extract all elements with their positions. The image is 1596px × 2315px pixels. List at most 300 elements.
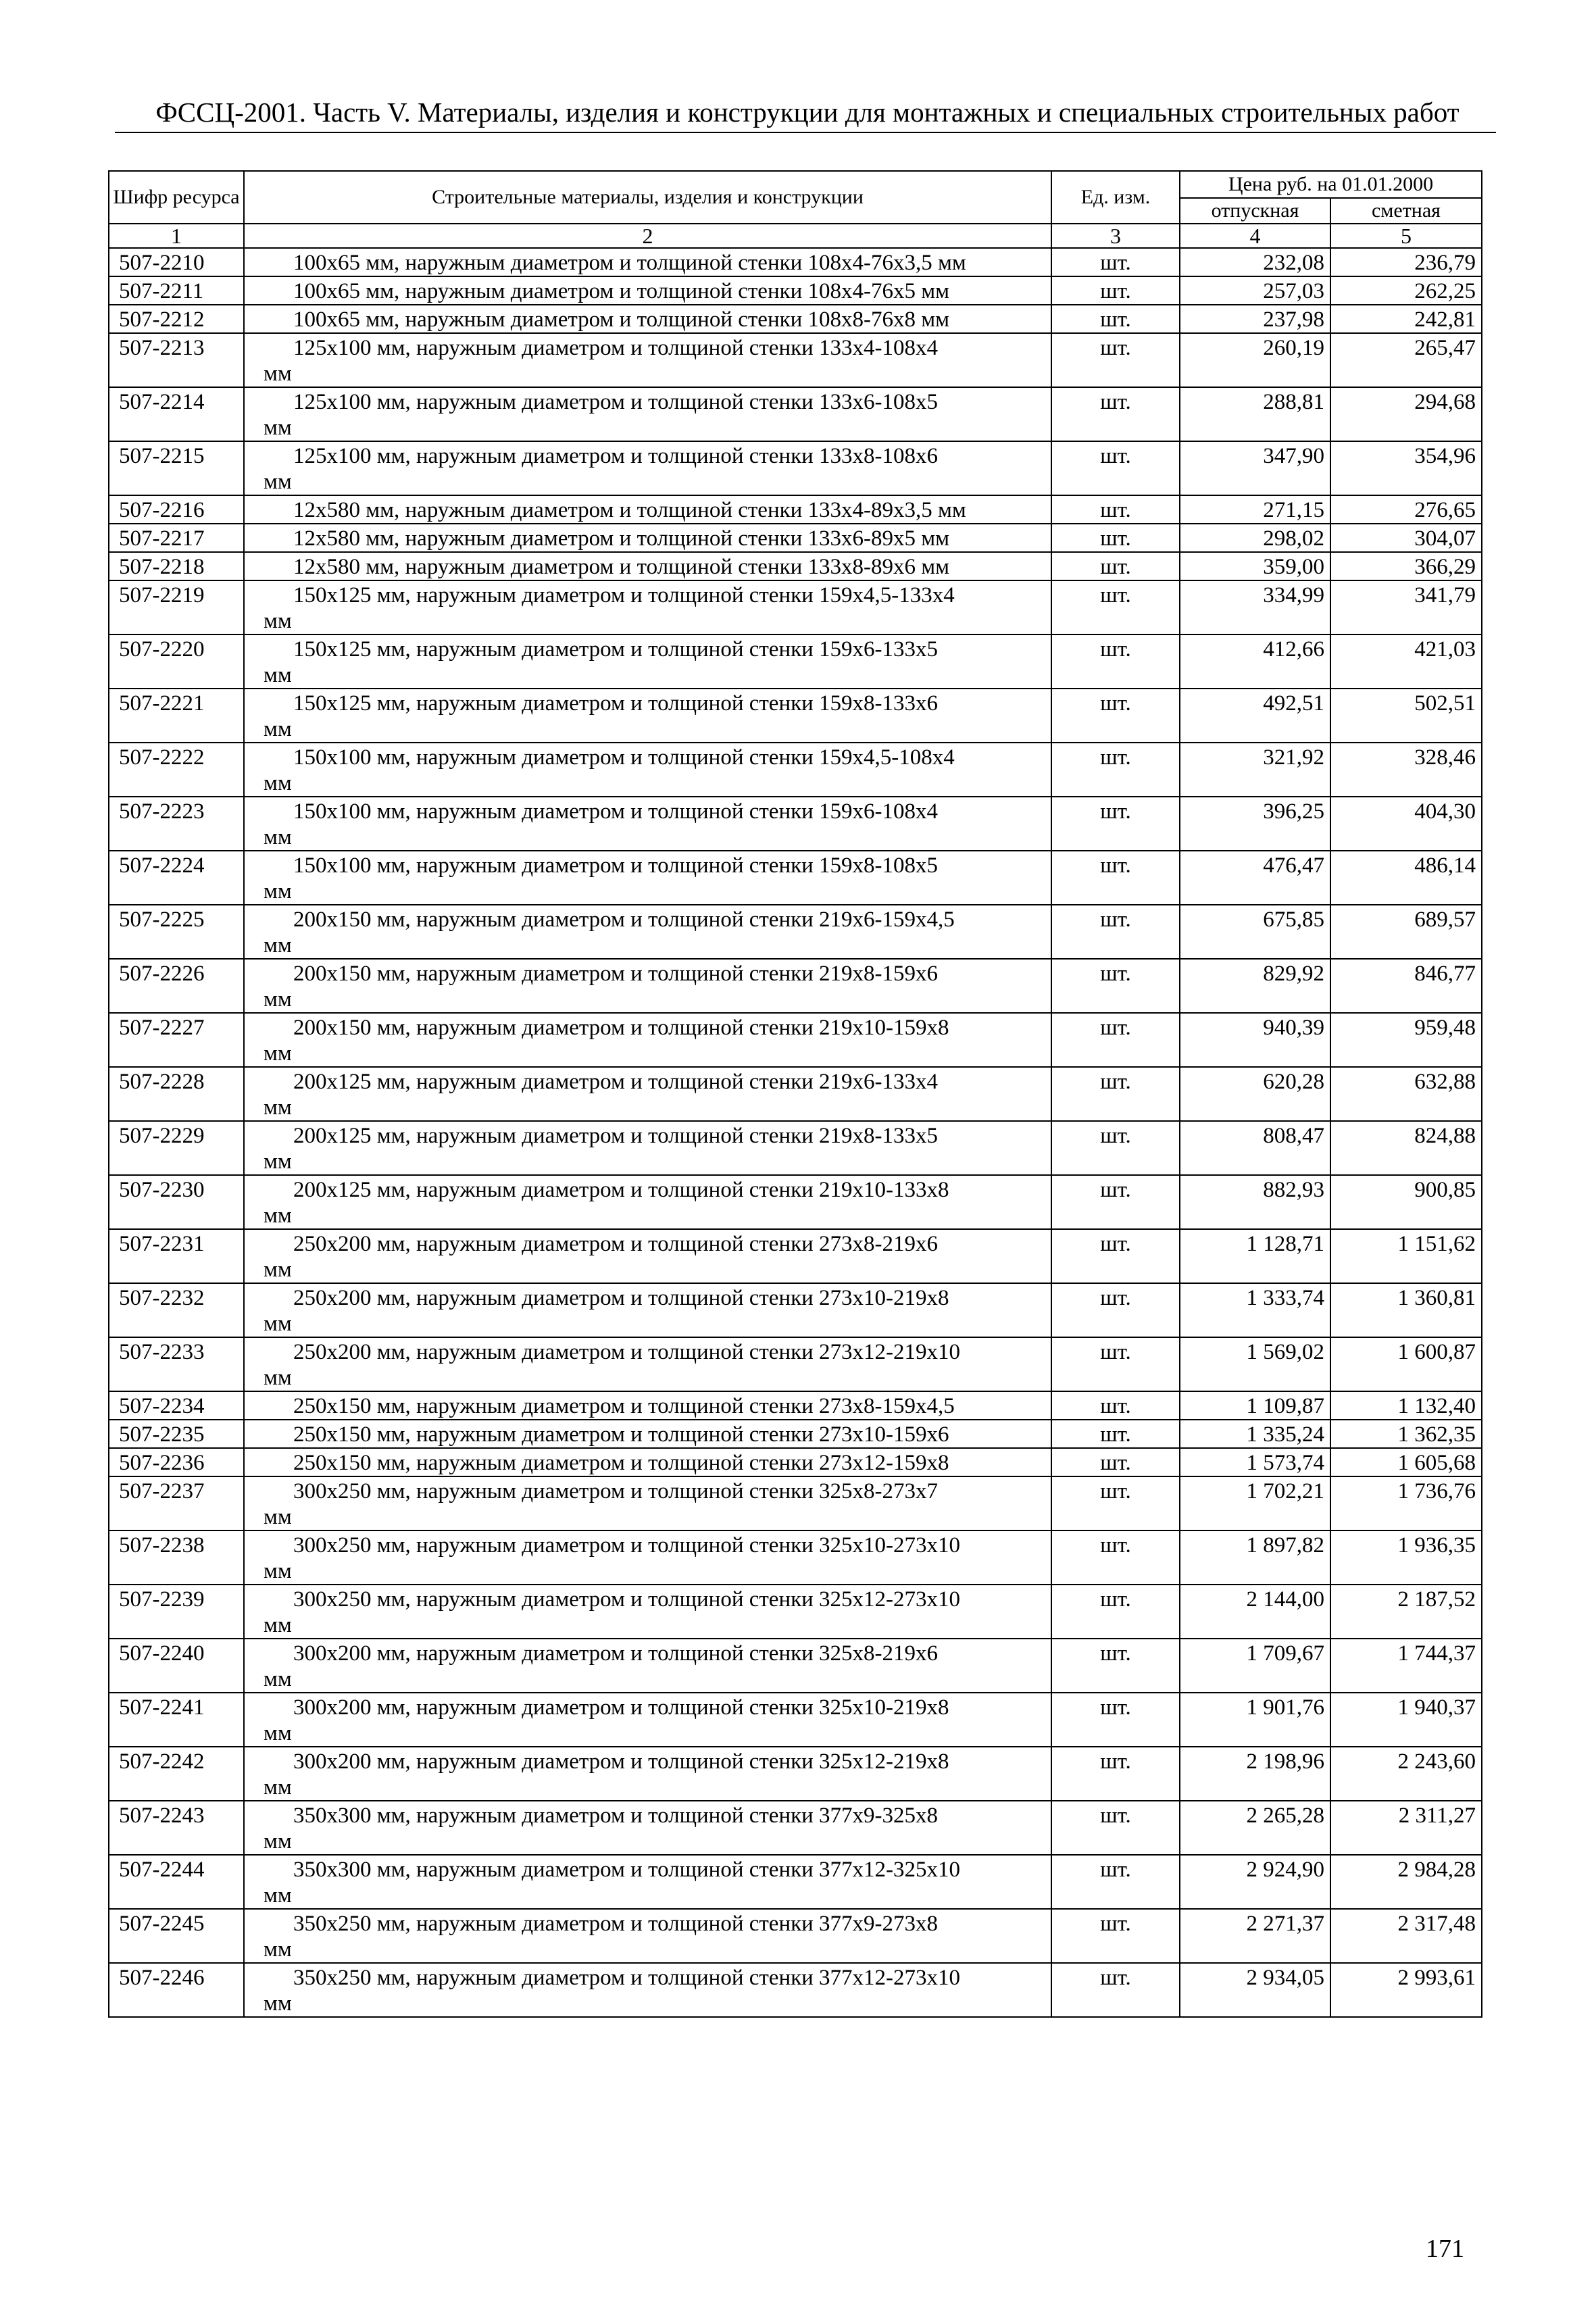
description-text: 12x580 мм, наружным диаметром и толщиной стенки 133x8-89x6 мм [293, 555, 950, 579]
release-price: 1 901,76 [1180, 1693, 1330, 1747]
description-text: 150x100 мм, наружным диаметром и толщиной стенки 159x4,5-108x4 [293, 745, 955, 770]
unit-cell: шт. [1051, 1693, 1180, 1747]
estimate-price: 1 132,40 [1330, 1391, 1482, 1420]
material-description [244, 1693, 1051, 1747]
estimate-price: 502,51 [1330, 689, 1482, 743]
material-description [244, 387, 1051, 441]
description-unit-wrap: мм [264, 470, 292, 494]
table-row [109, 1747, 1482, 1801]
resource-code: 507-2245 [109, 1909, 244, 1963]
resource-code: 507-2246 [109, 1963, 244, 2017]
material-description [244, 743, 1051, 797]
resource-code: 507-2222 [109, 743, 244, 797]
description-text: 200x125 мм, наружным диаметром и толщиной стенки 219x8-133x5 [293, 1124, 939, 1148]
description-text: 250x150 мм, наружным диаметром и толщиной стенки 273x8-159x4,5 [293, 1394, 955, 1418]
estimate-price: 2 311,27 [1330, 1801, 1482, 1855]
material-description [244, 552, 1051, 580]
resource-code: 507-2228 [109, 1067, 244, 1121]
description-text: 300x250 мм, наружным диаметром и толщиной стенки 325x10-273x10 [293, 1533, 961, 1558]
release-price: 1 109,87 [1180, 1391, 1330, 1420]
release-price: 347,90 [1180, 441, 1330, 495]
unit-cell: шт. [1051, 524, 1180, 552]
table-row [109, 1283, 1482, 1337]
unit-cell: шт. [1051, 1909, 1180, 1963]
unit-cell: шт. [1051, 1585, 1180, 1639]
resource-code: 507-2227 [109, 1013, 244, 1067]
release-price: 298,02 [1180, 524, 1330, 552]
description-unit-wrap: мм [264, 1312, 292, 1336]
material-description [244, 1909, 1051, 1963]
material-description [244, 1963, 1051, 2017]
material-description [244, 524, 1051, 552]
page-number: 171 [1426, 2235, 1464, 2263]
resource-code: 507-2230 [109, 1175, 244, 1229]
resource-code: 507-2244 [109, 1855, 244, 1909]
column-number-row [109, 224, 1482, 248]
table-row [109, 305, 1482, 333]
description-unit-wrap: мм [264, 1829, 292, 1853]
description-unit-wrap: мм [264, 1937, 292, 1962]
table-row [109, 580, 1482, 634]
description-text: 200x125 мм, наружным диаметром и толщиной стенки 219x6-133x4 [293, 1070, 939, 1094]
description-text: 300x200 мм, наружным диаметром и толщиной стенки 325x8-219x6 [293, 1641, 939, 1666]
estimate-price: 2 993,61 [1330, 1963, 1482, 2017]
material-description [244, 1855, 1051, 1909]
column-number: 3 [1051, 224, 1180, 248]
table-row [109, 1963, 1482, 2017]
description-unit-wrap: мм [264, 362, 292, 386]
description-text: 125x100 мм, наружным диаметром и толщиной стенки 133x4-108x4 [293, 336, 939, 360]
estimate-price: 1 940,37 [1330, 1693, 1482, 1747]
resource-code: 507-2215 [109, 441, 244, 495]
description-text: 150x125 мм, наружным диаметром и толщиной стенки 159x4,5-133x4 [293, 583, 955, 607]
unit-cell: шт. [1051, 1420, 1180, 1448]
description-text: 125x100 мм, наружным диаметром и толщиной стенки 133x6-108x5 [293, 390, 939, 414]
description-unit-wrap: мм [264, 663, 292, 687]
table-row [109, 851, 1482, 905]
release-price: 257,03 [1180, 276, 1330, 305]
release-price: 882,93 [1180, 1175, 1330, 1229]
description-text: 100x65 мм, наружным диаметром и толщиной стенки 108x8-76x8 мм [293, 307, 950, 332]
release-price: 940,39 [1180, 1013, 1330, 1067]
table-row [109, 1175, 1482, 1229]
col-header-name: Строительные материалы, изделия и конструкции [244, 171, 1051, 224]
unit-cell: шт. [1051, 1229, 1180, 1283]
material-description [244, 1175, 1051, 1229]
table-row [109, 441, 1482, 495]
description-unit-wrap: мм [264, 825, 292, 849]
material-description [244, 305, 1051, 333]
material-description [244, 797, 1051, 851]
resource-code: 507-2217 [109, 524, 244, 552]
estimate-price: 689,57 [1330, 905, 1482, 959]
unit-cell: шт. [1051, 1337, 1180, 1391]
material-description [244, 905, 1051, 959]
release-price: 829,92 [1180, 959, 1330, 1013]
resource-code: 507-2233 [109, 1337, 244, 1391]
resource-code: 507-2235 [109, 1420, 244, 1448]
table-row [109, 524, 1482, 552]
material-description [244, 1121, 1051, 1175]
release-price: 1 569,02 [1180, 1337, 1330, 1391]
table-row [109, 634, 1482, 689]
estimate-price: 486,14 [1330, 851, 1482, 905]
unit-cell: шт. [1051, 1963, 1180, 2017]
unit-cell: шт. [1051, 1448, 1180, 1476]
table-row [109, 276, 1482, 305]
material-description [244, 495, 1051, 524]
unit-cell: шт. [1051, 276, 1180, 305]
description-text: 350x300 мм, наружным диаметром и толщиной стенки 377x12-325x10 [293, 1858, 961, 1882]
estimate-price: 824,88 [1330, 1121, 1482, 1175]
col-header-price-group: Цена руб. на 01.01.2000 [1180, 171, 1482, 198]
resource-code: 507-2231 [109, 1229, 244, 1283]
col-header-code: Шифр ресурса [109, 171, 244, 224]
resource-code: 507-2237 [109, 1476, 244, 1530]
estimate-price: 304,07 [1330, 524, 1482, 552]
unit-cell: шт. [1051, 1391, 1180, 1420]
release-price: 359,00 [1180, 552, 1330, 580]
table-row [109, 1585, 1482, 1639]
material-description [244, 634, 1051, 689]
description-unit-wrap: мм [264, 1505, 292, 1529]
resource-code: 507-2224 [109, 851, 244, 905]
description-unit-wrap: мм [264, 1721, 292, 1745]
description-text: 150x125 мм, наружным диаметром и толщиной стенки 159x6-133x5 [293, 637, 939, 662]
material-description [244, 851, 1051, 905]
material-description [244, 1639, 1051, 1693]
table-row [109, 959, 1482, 1013]
resource-code: 507-2219 [109, 580, 244, 634]
resource-code: 507-2218 [109, 552, 244, 580]
description-unit-wrap: мм [264, 933, 292, 957]
estimate-price: 2 317,48 [1330, 1909, 1482, 1963]
table-row [109, 1067, 1482, 1121]
unit-cell: шт. [1051, 1121, 1180, 1175]
description-text: 125x100 мм, наружным диаметром и толщиной стенки 133x8-108x6 [293, 444, 939, 468]
price-table-container [108, 170, 1481, 2018]
estimate-price: 242,81 [1330, 305, 1482, 333]
description-text: 250x200 мм, наружным диаметром и толщиной стенки 273x12-219x10 [293, 1340, 961, 1364]
release-price: 1 709,67 [1180, 1639, 1330, 1693]
description-text: 250x150 мм, наружным диаметром и толщиной стенки 273x12-159x8 [293, 1451, 949, 1475]
description-text: 300x200 мм, наружным диаметром и толщиной стенки 325x10-219x8 [293, 1695, 949, 1720]
resource-code: 507-2236 [109, 1448, 244, 1476]
resource-code: 507-2210 [109, 248, 244, 276]
table-row [109, 248, 1482, 276]
unit-cell: шт. [1051, 1855, 1180, 1909]
material-description [244, 689, 1051, 743]
material-description [244, 1283, 1051, 1337]
description-unit-wrap: мм [264, 1203, 292, 1228]
column-number: 5 [1330, 224, 1482, 248]
release-price: 396,25 [1180, 797, 1330, 851]
release-price: 675,85 [1180, 905, 1330, 959]
unit-cell: шт. [1051, 1013, 1180, 1067]
estimate-price: 1 600,87 [1330, 1337, 1482, 1391]
resource-code: 507-2214 [109, 387, 244, 441]
column-number: 1 [109, 224, 244, 248]
unit-cell: шт. [1051, 851, 1180, 905]
resource-code: 507-2221 [109, 689, 244, 743]
unit-cell: шт. [1051, 333, 1180, 387]
release-price: 2 144,00 [1180, 1585, 1330, 1639]
estimate-price: 341,79 [1330, 580, 1482, 634]
resource-code: 507-2229 [109, 1121, 244, 1175]
resource-code: 507-2239 [109, 1585, 244, 1639]
estimate-price: 900,85 [1330, 1175, 1482, 1229]
description-text: 150x100 мм, наружным диаметром и толщиной стенки 159x8-108x5 [293, 853, 939, 878]
unit-cell: шт. [1051, 634, 1180, 689]
release-price: 2 271,37 [1180, 1909, 1330, 1963]
material-description [244, 1585, 1051, 1639]
release-price: 1 333,74 [1180, 1283, 1330, 1337]
unit-cell: шт. [1051, 1530, 1180, 1585]
material-description [244, 1530, 1051, 1585]
table-row [109, 1337, 1482, 1391]
material-description [244, 1013, 1051, 1067]
estimate-price: 1 151,62 [1330, 1229, 1482, 1283]
estimate-price: 1 362,35 [1330, 1420, 1482, 1448]
table-row [109, 495, 1482, 524]
material-description [244, 1448, 1051, 1476]
table-row [109, 387, 1482, 441]
table-row [109, 1855, 1482, 1909]
price-table [108, 170, 1482, 2018]
description-text: 300x250 мм, наружным диаметром и толщиной стенки 325x8-273x7 [293, 1479, 939, 1503]
description-unit-wrap: мм [264, 1883, 292, 1908]
unit-cell: шт. [1051, 580, 1180, 634]
table-body [109, 248, 1482, 2017]
estimate-price: 1 936,35 [1330, 1530, 1482, 1585]
description-unit-wrap: мм [264, 879, 292, 903]
resource-code: 507-2240 [109, 1639, 244, 1693]
release-price: 492,51 [1180, 689, 1330, 743]
estimate-price: 2 984,28 [1330, 1855, 1482, 1909]
description-text: 250x200 мм, наружным диаметром и толщиной стенки 273x10-219x8 [293, 1286, 949, 1310]
estimate-price: 366,29 [1330, 552, 1482, 580]
description-text: 200x150 мм, наружным диаметром и толщиной стенки 219x8-159x6 [293, 962, 939, 986]
release-price: 620,28 [1180, 1067, 1330, 1121]
release-price: 260,19 [1180, 333, 1330, 387]
description-text: 200x125 мм, наружным диаметром и толщиной стенки 219x10-133x8 [293, 1178, 949, 1202]
estimate-price: 959,48 [1330, 1013, 1482, 1067]
release-price: 2 924,90 [1180, 1855, 1330, 1909]
unit-cell: шт. [1051, 1801, 1180, 1855]
resource-code: 507-2234 [109, 1391, 244, 1420]
release-price: 271,15 [1180, 495, 1330, 524]
material-description [244, 1229, 1051, 1283]
release-price: 321,92 [1180, 743, 1330, 797]
resource-code: 507-2211 [109, 276, 244, 305]
resource-code: 507-2226 [109, 959, 244, 1013]
estimate-price: 632,88 [1330, 1067, 1482, 1121]
resource-code: 507-2238 [109, 1530, 244, 1585]
description-unit-wrap: мм [264, 771, 292, 795]
material-description [244, 1801, 1051, 1855]
estimate-price: 236,79 [1330, 248, 1482, 276]
table-header [109, 171, 1482, 248]
unit-cell: шт. [1051, 689, 1180, 743]
estimate-price: 1 605,68 [1330, 1448, 1482, 1476]
unit-cell: шт. [1051, 959, 1180, 1013]
col-header-estimate: сметная [1330, 198, 1482, 224]
unit-cell: шт. [1051, 1175, 1180, 1229]
table-row [109, 1530, 1482, 1585]
unit-cell: шт. [1051, 797, 1180, 851]
release-price: 1 573,74 [1180, 1448, 1330, 1476]
unit-cell: шт. [1051, 905, 1180, 959]
resource-code: 507-2242 [109, 1747, 244, 1801]
resource-code: 507-2216 [109, 495, 244, 524]
estimate-price: 2 187,52 [1330, 1585, 1482, 1639]
resource-code: 507-2223 [109, 797, 244, 851]
table-row [109, 333, 1482, 387]
unit-cell: шт. [1051, 1476, 1180, 1530]
column-number: 4 [1180, 224, 1330, 248]
table-row [109, 1476, 1482, 1530]
description-unit-wrap: мм [264, 1613, 292, 1637]
description-unit-wrap: мм [264, 416, 292, 440]
description-unit-wrap: мм [264, 1095, 292, 1120]
description-text: 150x100 мм, наружным диаметром и толщиной стенки 159x6-108x4 [293, 799, 939, 824]
release-price: 1 128,71 [1180, 1229, 1330, 1283]
unit-cell: шт. [1051, 441, 1180, 495]
release-price: 2 198,96 [1180, 1747, 1330, 1801]
description-text: 350x250 мм, наружным диаметром и толщиной стенки 377x9-273x8 [293, 1912, 939, 1936]
material-description [244, 1337, 1051, 1391]
description-text: 12x580 мм, наружным диаметром и толщиной стенки 133x6-89x5 мм [293, 526, 950, 551]
description-unit-wrap: мм [264, 1366, 292, 1390]
description-unit-wrap: мм [264, 987, 292, 1012]
material-description [244, 441, 1051, 495]
estimate-price: 1 360,81 [1330, 1283, 1482, 1337]
description-text: 250x200 мм, наружным диаметром и толщиной стенки 273x8-219x6 [293, 1232, 939, 1256]
release-price: 288,81 [1180, 387, 1330, 441]
description-text: 350x300 мм, наружным диаметром и толщиной стенки 377x9-325x8 [293, 1803, 939, 1828]
table-row [109, 1448, 1482, 1476]
description-unit-wrap: мм [264, 1041, 292, 1066]
table-row [109, 689, 1482, 743]
release-price: 412,66 [1180, 634, 1330, 689]
column-number: 2 [244, 224, 1051, 248]
material-description [244, 1391, 1051, 1420]
release-price: 1 702,21 [1180, 1476, 1330, 1530]
unit-cell: шт. [1051, 1639, 1180, 1693]
material-description [244, 276, 1051, 305]
unit-cell: шт. [1051, 305, 1180, 333]
header-rule [115, 132, 1496, 133]
unit-cell: шт. [1051, 248, 1180, 276]
release-price: 2 265,28 [1180, 1801, 1330, 1855]
unit-cell: шт. [1051, 495, 1180, 524]
release-price: 476,47 [1180, 851, 1330, 905]
estimate-price: 328,46 [1330, 743, 1482, 797]
table-row [109, 1420, 1482, 1448]
resource-code: 507-2212 [109, 305, 244, 333]
material-description [244, 248, 1051, 276]
resource-code: 507-2241 [109, 1693, 244, 1747]
resource-code: 507-2213 [109, 333, 244, 387]
description-unit-wrap: мм [264, 1775, 292, 1799]
description-unit-wrap: мм [264, 1667, 292, 1691]
unit-cell: шт. [1051, 552, 1180, 580]
release-price: 1 897,82 [1180, 1530, 1330, 1585]
description-unit-wrap: мм [264, 609, 292, 633]
material-description [244, 1747, 1051, 1801]
description-unit-wrap: мм [264, 1149, 292, 1174]
release-price: 808,47 [1180, 1121, 1330, 1175]
description-text: 300x250 мм, наружным диаметром и толщиной стенки 325x12-273x10 [293, 1587, 961, 1612]
table-row [109, 1013, 1482, 1067]
material-description [244, 1067, 1051, 1121]
estimate-price: 421,03 [1330, 634, 1482, 689]
unit-cell: шт. [1051, 1747, 1180, 1801]
material-description [244, 333, 1051, 387]
release-price: 1 335,24 [1180, 1420, 1330, 1448]
description-unit-wrap: мм [264, 1559, 292, 1583]
table-row [109, 1909, 1482, 1963]
page-title: ФССЦ-2001. Часть V. Материалы, изделия и конструкции для монтажных и специальных строительных работ [155, 97, 1460, 128]
description-text: 200x150 мм, наружным диаметром и толщиной стенки 219x6-159x4,5 [293, 907, 955, 932]
description-unit-wrap: мм [264, 1258, 292, 1282]
description-unit-wrap: мм [264, 1991, 292, 2016]
table-row [109, 743, 1482, 797]
description-text: 12x580 мм, наружным диаметром и толщиной стенки 133x4-89x3,5 мм [293, 498, 966, 522]
estimate-price: 2 243,60 [1330, 1747, 1482, 1801]
table-row [109, 797, 1482, 851]
unit-cell: шт. [1051, 1067, 1180, 1121]
release-price: 237,98 [1180, 305, 1330, 333]
estimate-price: 404,30 [1330, 797, 1482, 851]
estimate-price: 276,65 [1330, 495, 1482, 524]
estimate-price: 262,25 [1330, 276, 1482, 305]
estimate-price: 265,47 [1330, 333, 1482, 387]
estimate-price: 1 744,37 [1330, 1639, 1482, 1693]
estimate-price: 846,77 [1330, 959, 1482, 1013]
estimate-price: 354,96 [1330, 441, 1482, 495]
table-row [109, 905, 1482, 959]
description-text: 100x65 мм, наружным диаметром и толщиной стенки 108x4-76x5 мм [293, 279, 950, 303]
table-row [109, 1693, 1482, 1747]
description-text: 350x250 мм, наружным диаметром и толщиной стенки 377x12-273x10 [293, 1966, 961, 1990]
resource-code: 507-2232 [109, 1283, 244, 1337]
unit-cell: шт. [1051, 1283, 1180, 1337]
release-price: 2 934,05 [1180, 1963, 1330, 2017]
description-text: 250x150 мм, наружным диаметром и толщиной стенки 273x10-159x6 [293, 1422, 949, 1447]
estimate-price: 294,68 [1330, 387, 1482, 441]
unit-cell: шт. [1051, 387, 1180, 441]
col-header-release: отпускная [1180, 198, 1330, 224]
material-description [244, 1420, 1051, 1448]
table-row [109, 1121, 1482, 1175]
col-header-unit: Ед. изм. [1051, 171, 1180, 224]
material-description [244, 959, 1051, 1013]
table-row [109, 552, 1482, 580]
resource-code: 507-2220 [109, 634, 244, 689]
resource-code: 507-2225 [109, 905, 244, 959]
description-text: 200x150 мм, наружным диаметром и толщиной стенки 219x10-159x8 [293, 1016, 949, 1040]
description-text: 300x200 мм, наружным диаметром и толщиной стенки 325x12-219x8 [293, 1749, 949, 1774]
description-unit-wrap: мм [264, 717, 292, 741]
estimate-price: 1 736,76 [1330, 1476, 1482, 1530]
release-price: 232,08 [1180, 248, 1330, 276]
description-text: 150x125 мм, наружным диаметром и толщиной стенки 159x8-133x6 [293, 691, 939, 716]
table-row [109, 1391, 1482, 1420]
table-row [109, 1801, 1482, 1855]
table-row [109, 1229, 1482, 1283]
description-text: 100x65 мм, наружным диаметром и толщиной стенки 108x4-76x3,5 мм [293, 251, 966, 275]
